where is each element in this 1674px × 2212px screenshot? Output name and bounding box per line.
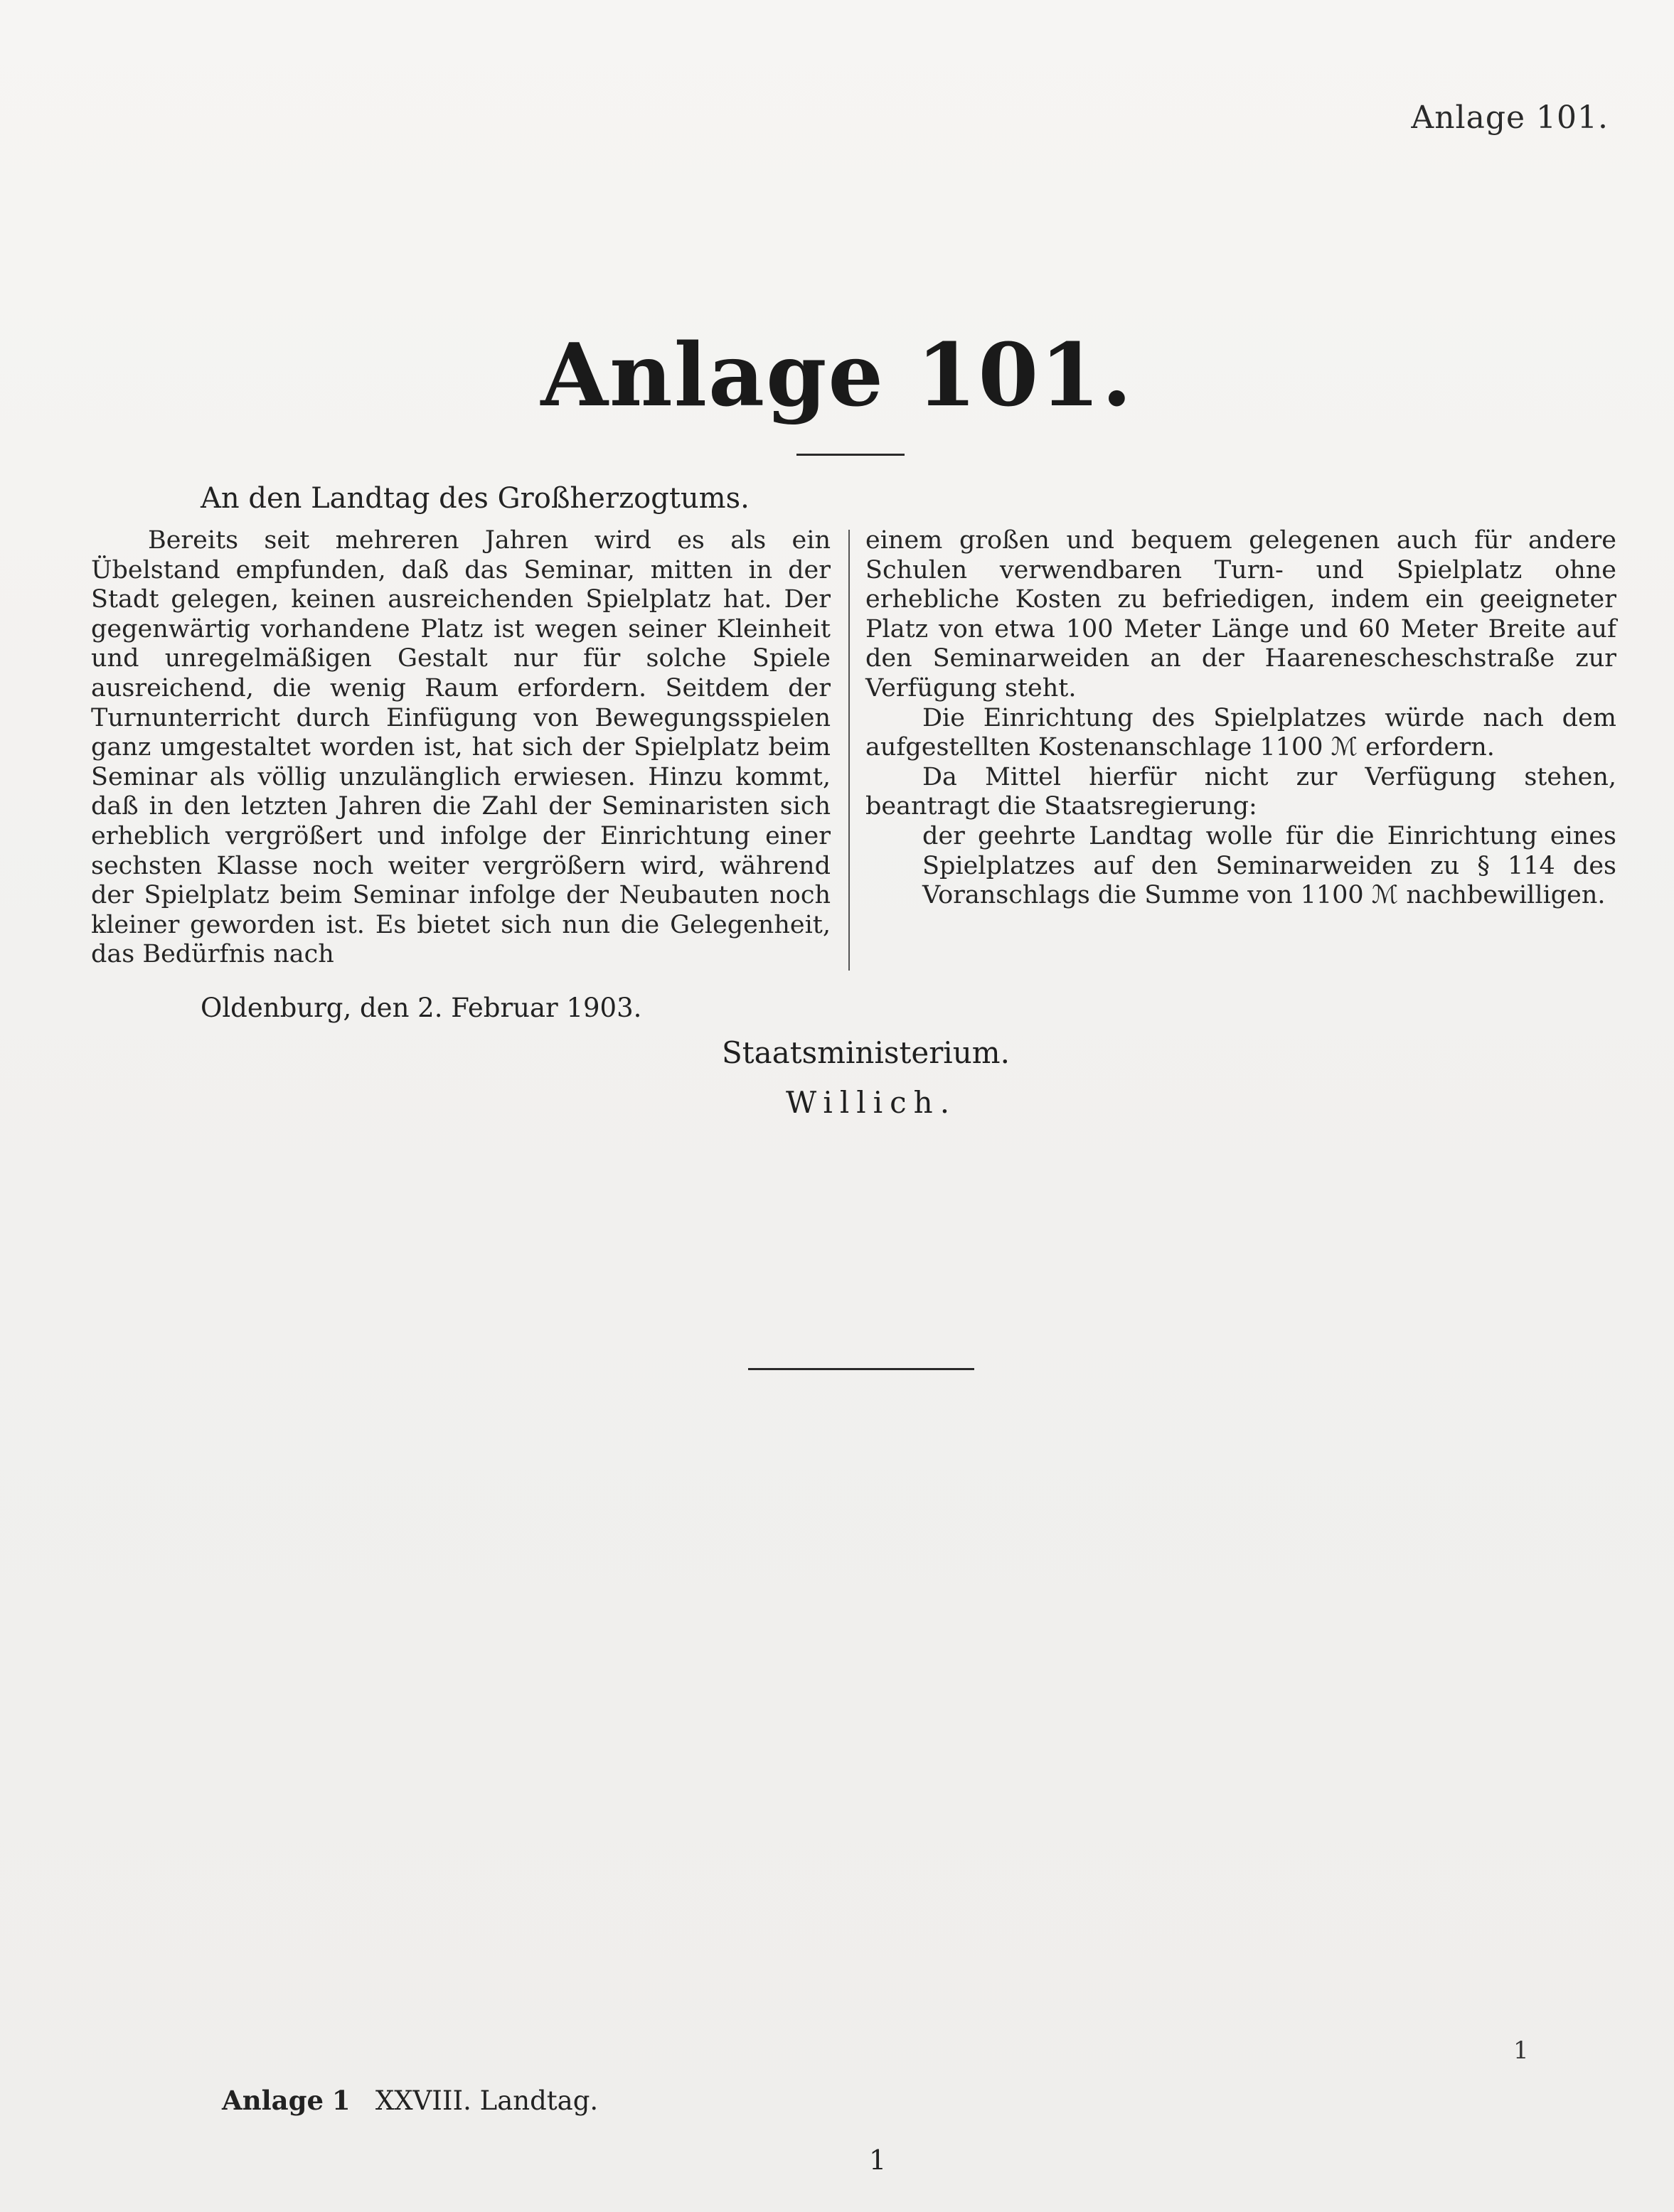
end-divider [748,1368,974,1370]
right-column-paragraph: Die Einrichtung des Spielplatzes würde nach dem aufgestellten Kostenanschlage 1100 ℳ erfordern. [865,703,1616,762]
footer-session-text: XXVIII. Landtag. [375,2085,599,2116]
footer-anlage-suffix: 1 [331,2085,351,2116]
footer-session [222,2085,598,2116]
right-column [865,526,1616,911]
sheet-mark: 1 [1513,2036,1529,2065]
column-divider [848,530,850,971]
motion-text: der geehrte Landtag wolle für die Einrichtung eines Spielplatzes auf den Seminarweiden zu § 114 des Voranschlags die Summe von 1100 ℳ nachbewilligen. [922,821,1616,910]
page-number: 1 [869,2144,887,2176]
date-line: Oldenburg, den 2. Februar 1903. [201,993,642,1023]
footer-anlage-label: Anlage [222,2085,324,2116]
ministry-name: Staatsministerium. [722,1035,1010,1070]
left-column-text: Bereits seit mehreren Jahren wird es als ein Übelstand empfunden, daß das Seminar, mitten in der Stadt gelegen, keinen ausreichenden Spielplatz hat. Der gegenwärtig vorhandene Platz ist wegen seiner Kleinheit und unregelmäßigen Gestalt nur für solche Spiele ausreichend, die wenig Raum erfordern. Seitdem der Turnunterricht durch Einfügung von Bewegungsspielen ganz umgestaltet worden ist, hat sich der Spielplatz beim Seminar als völlig unzulänglich erwiesen. Hinzu kommt, daß in den letzten Jahren die Zahl der Seminaristen sich erheblich vergrößert und infolge der Einrichtung einer sechsten Klasse noch weiter vergrößern wird, während der Spielplatz beim Seminar infolge der Neubauten noch kleiner geworden ist. Es bietet sich nun die Gelegenheit, das Bedürfnis nach [91,526,831,969]
running-header: Anlage 101. [1411,100,1609,136]
signature: Willich. [786,1085,957,1120]
right-column-paragraph: einem großen und bequem gelegenen auch für andere Schulen verwendbaren Turn- und Spielplatz ohne erhebliche Kosten zu befriedigen, indem ein geeigneter Platz von etwa 100 Meter Länge und 60 Meter Breite auf den Seminarweiden an der Haarenescheschstraße zur Verfügung steht. [865,526,1616,702]
title-divider [796,454,905,456]
right-column-paragraph: Da Mittel hierfür nicht zur Verfügung stehen, beantragt die Staatsregierung: [865,762,1616,821]
document-title: Anlage 101. [540,324,1134,426]
salutation: An den Landtag des Großherzogtums. [201,482,750,515]
